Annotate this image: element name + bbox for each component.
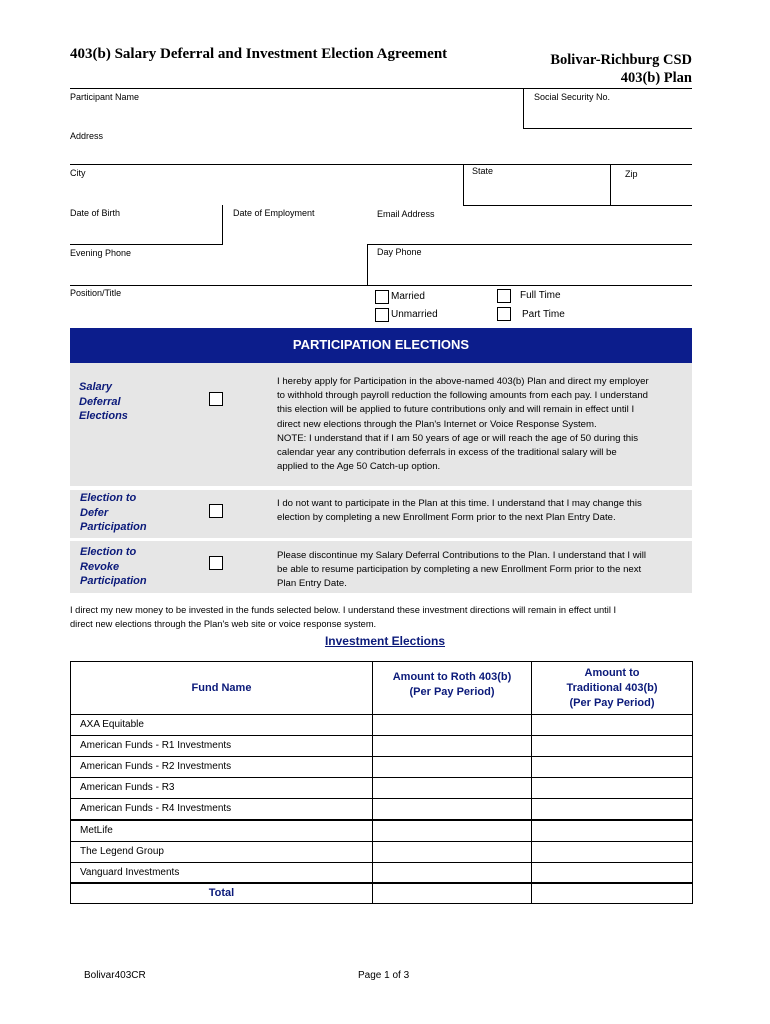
salary-deferral-label: Salary Deferral Elections [79, 381, 128, 422]
participation-banner [70, 328, 692, 363]
fund-row-name [70, 798, 373, 820]
roth-amount-input[interactable] [372, 862, 532, 884]
roth-amount-input[interactable] [372, 820, 532, 842]
traditional-amount-input[interactable] [531, 756, 693, 778]
address-field[interactable]: Address [70, 131, 104, 141]
fund-name-header: Fund Name [70, 661, 373, 715]
traditional-amount-input[interactable] [531, 862, 693, 884]
defer-checkbox[interactable] [209, 504, 223, 518]
fund-name: American Funds - R1 Investments [80, 740, 232, 751]
fund-name: AXA Equitable [80, 719, 144, 730]
revoke-text: Please discontinue my Salary Deferral Contributions to the Plan. I understand that I will be able to resume participation by completing a new Enrollment Form prior to the next Plan Entry Date. [277, 550, 647, 590]
investment-title: Investment Elections [324, 634, 446, 648]
plan-name: 403(b) Plan [620, 70, 692, 86]
employment-date-field[interactable]: Date of Employment [233, 208, 315, 218]
full-time-label: Full Time [520, 290, 561, 301]
fund-name: The Legend Group [80, 846, 164, 857]
traditional-amount-input[interactable] [531, 777, 693, 799]
part-time-checkbox[interactable] [497, 307, 511, 321]
traditional-amount-input[interactable] [531, 798, 693, 820]
traditional-amount-input[interactable] [531, 714, 693, 736]
fund-row-name [70, 820, 373, 842]
fund-row-name [70, 714, 373, 736]
defer-text: I do not want to participate in the Plan at this time. I understand that I may change this election by completing a new Enrollment Form prior to the next Plan Entry Date. [277, 498, 642, 524]
fund-row-name [70, 777, 373, 799]
traditional-amount-input[interactable] [531, 735, 693, 757]
fund-row-name [70, 841, 373, 863]
roth-total-input[interactable] [372, 882, 532, 904]
participant-name-field[interactable]: Participant Name [70, 92, 140, 102]
direction-text: I direct my new money to be invested in the funds selected below. I understand these investment directions will remain in effect until I direct new elections through the Plan's web site or voice response system. [70, 605, 617, 630]
revoke-label: Election to Revoke Participation [80, 546, 147, 587]
fund-name: American Funds - R3 [80, 782, 175, 793]
org-name: Bolivar-Richburg CSD [550, 52, 692, 68]
form-code: Bolivar403CR [84, 970, 146, 981]
roth-header: Amount to Roth 403(b) (Per Pay Period) [372, 661, 532, 715]
page-number: Page 1 of 3 [358, 970, 410, 981]
roth-amount-input[interactable] [372, 798, 532, 820]
roth-amount-input[interactable] [372, 735, 532, 757]
ssn-field[interactable]: Social Security No. [534, 92, 611, 102]
traditional-amount-input[interactable] [531, 820, 693, 842]
salary-deferral-checkbox[interactable] [209, 392, 223, 406]
position-field[interactable]: Position/Title [70, 288, 122, 298]
city-field[interactable]: City [70, 168, 86, 178]
revoke-checkbox[interactable] [209, 556, 223, 570]
fund-name: American Funds - R2 Investments [80, 761, 232, 772]
unmarried-checkbox[interactable] [375, 308, 389, 322]
roth-amount-input[interactable] [372, 756, 532, 778]
fund-row-name [70, 862, 373, 884]
total-label-cell: Total [70, 882, 373, 904]
state-field[interactable]: State [472, 166, 494, 176]
evening-phone-field[interactable]: Evening Phone [70, 248, 132, 258]
roth-amount-input[interactable] [372, 841, 532, 863]
dob-field[interactable]: Date of Birth [70, 208, 121, 218]
married-checkbox[interactable] [375, 290, 389, 304]
traditional-total-input[interactable] [531, 882, 693, 904]
unmarried-label: Unmarried [391, 309, 438, 320]
form-title: 403(b) Salary Deferral and Investment Election Agreement [70, 46, 448, 62]
fund-name: Vanguard Investments [80, 867, 180, 878]
fund-name: MetLife [80, 825, 113, 836]
traditional-amount-input[interactable] [531, 841, 693, 863]
full-time-checkbox[interactable] [497, 289, 511, 303]
day-phone-field[interactable]: Day Phone [377, 247, 422, 257]
part-time-label: Part Time [522, 309, 565, 320]
fund-row-name [70, 735, 373, 757]
email-field[interactable]: Email Address [377, 209, 435, 219]
participation-banner-title: PARTICIPATION ELECTIONS [292, 337, 470, 352]
salary-deferral-text: I hereby apply for Participation in the above-named 403(b) Plan and direct my employer to withhold through payroll reduction the following amounts from each pay. I understand this election will be applied to future contributions only and will remain in effect until I direct new elections through the Plan's Internet or Voice Response System. NOTE: I understand that if I am 50 years of age or will reach the age of 50 during this calendar year any contribution deferrals in excess of the traditional salary will be applied to the Age 50 Catch-up option. [277, 376, 649, 473]
defer-label: Election to Defer Participation [80, 492, 147, 533]
married-label: Married [391, 291, 425, 302]
traditional-header: Amount to Traditional 403(b) (Per Pay Period) [531, 661, 693, 715]
fund-row-name [70, 756, 373, 778]
roth-amount-input[interactable] [372, 777, 532, 799]
fund-name: American Funds - R4 Investments [80, 803, 232, 814]
roth-amount-input[interactable] [372, 714, 532, 736]
zip-field[interactable]: Zip [625, 169, 638, 179]
